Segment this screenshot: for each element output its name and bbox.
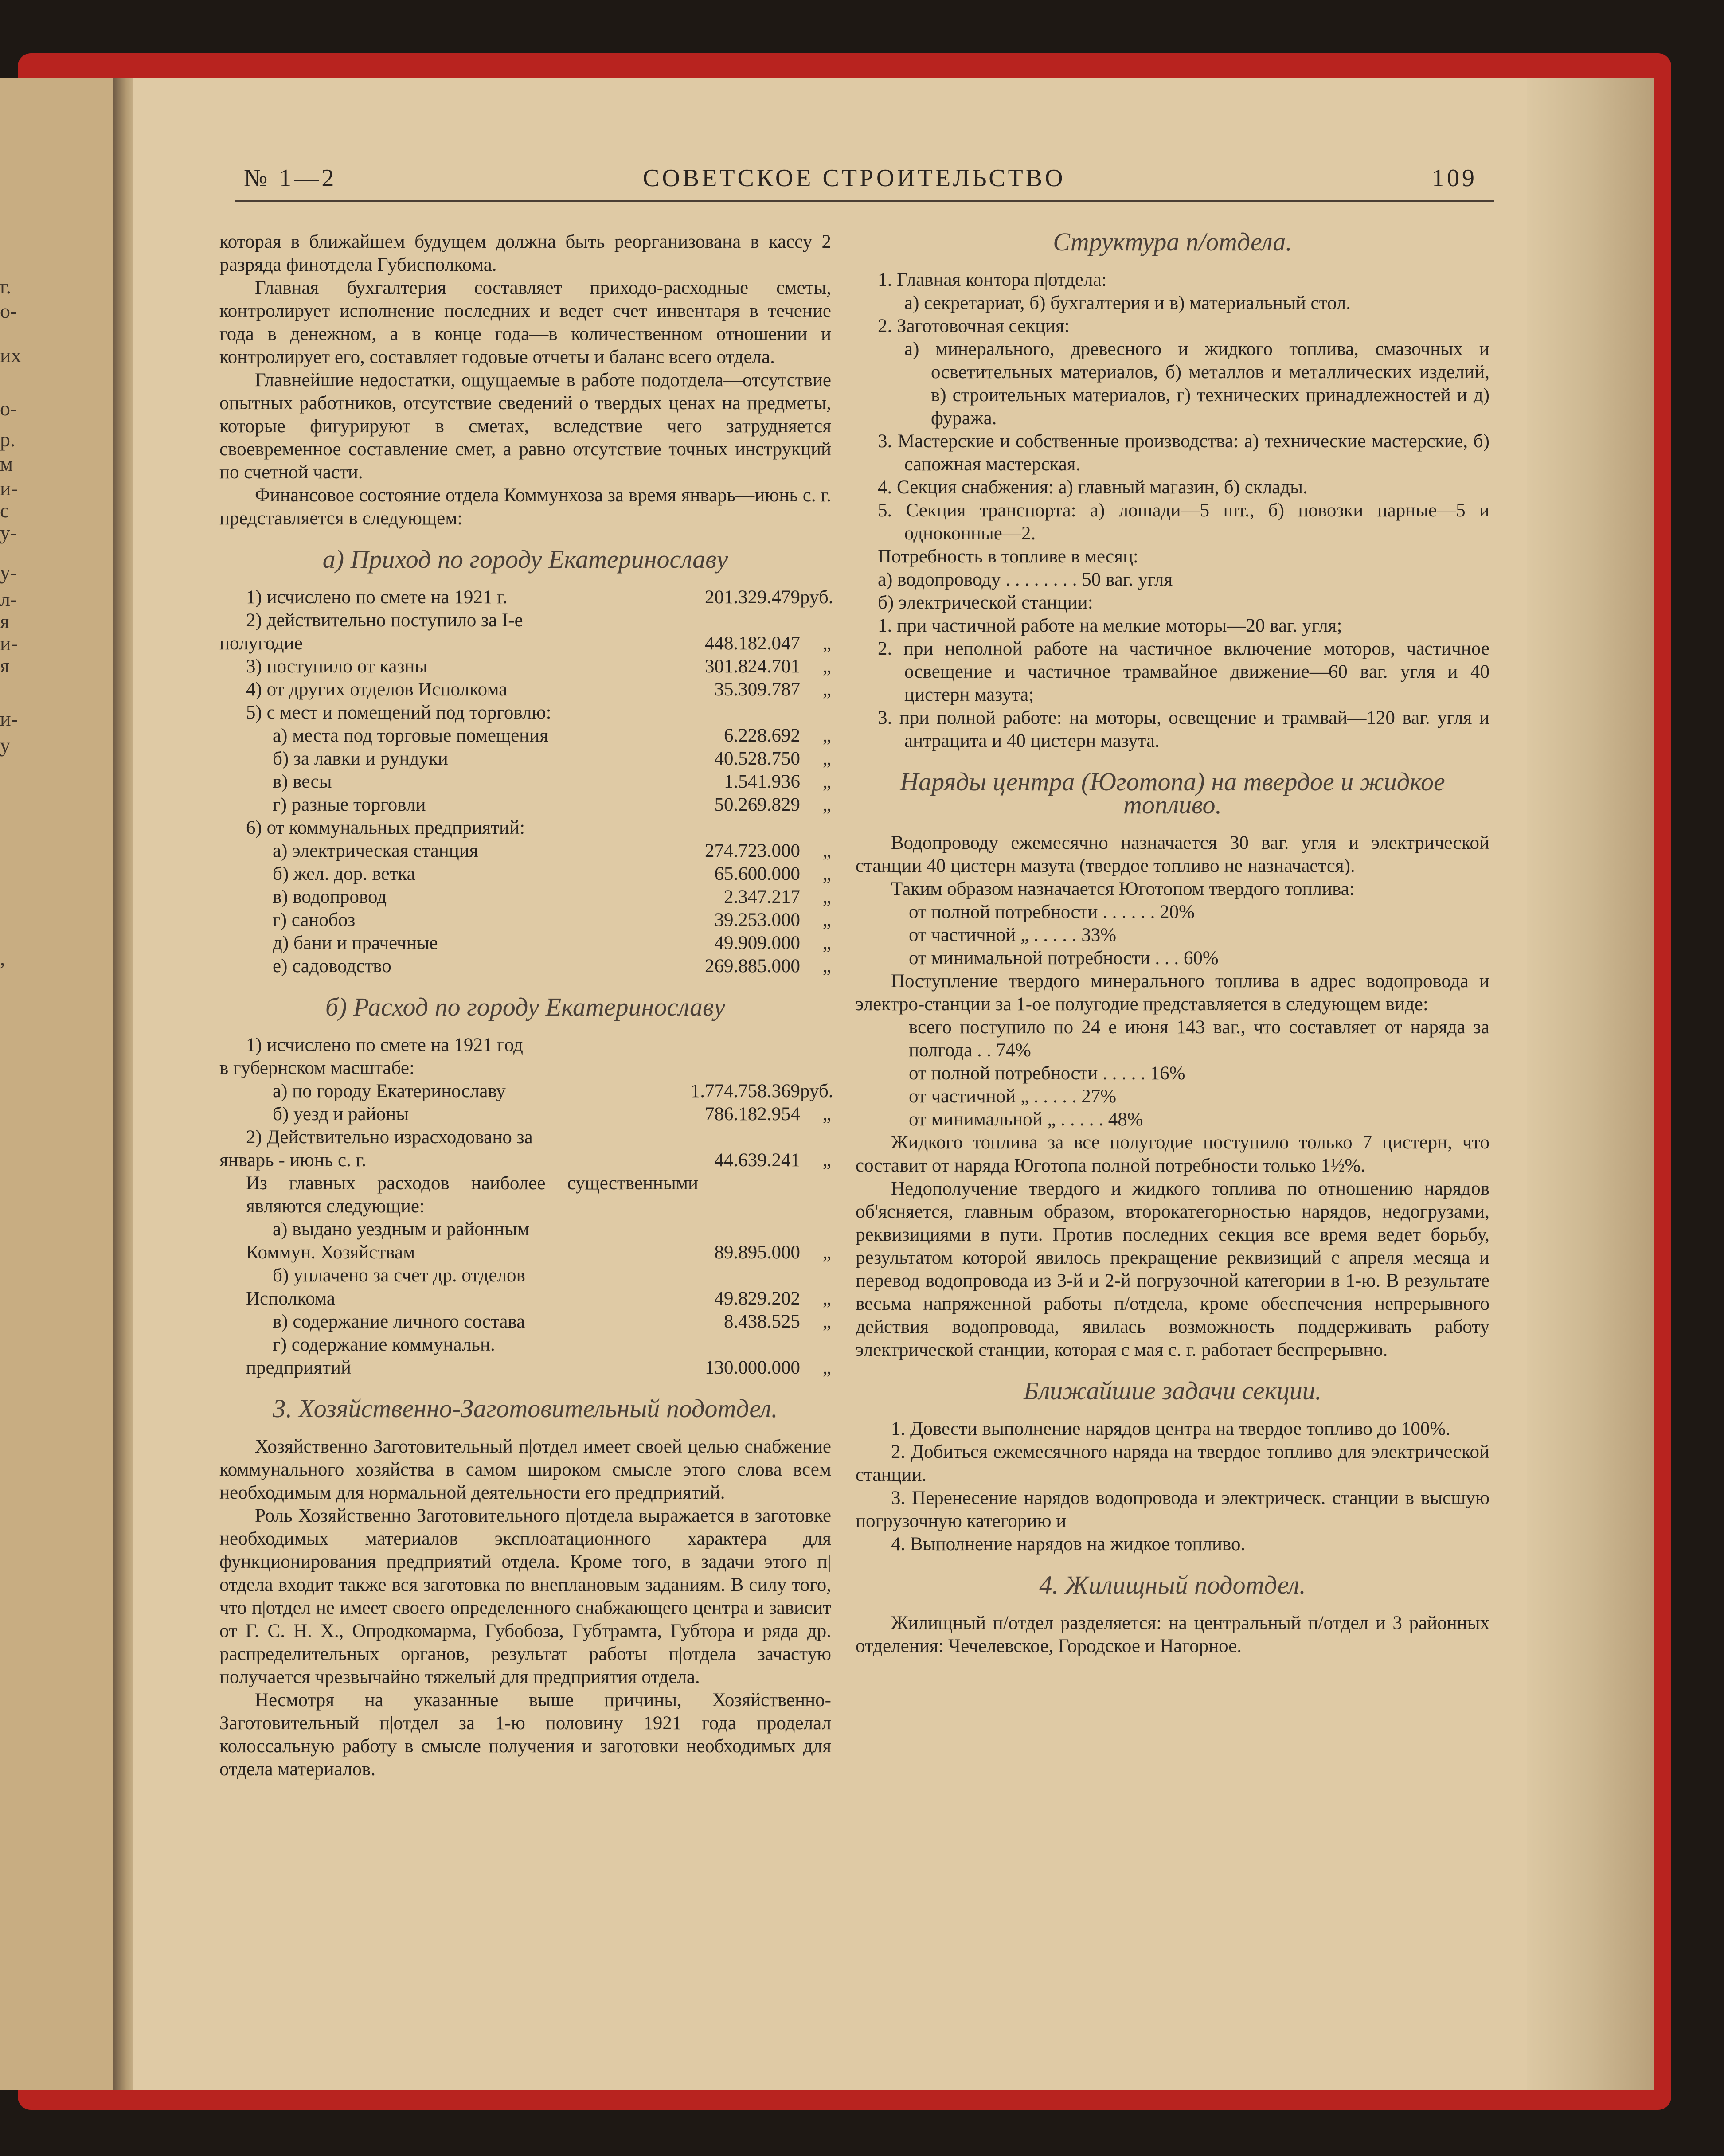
table-row: полугодие 448.182.047 „ [219, 633, 831, 654]
table-row: 2) Действительно израсходовано за [246, 1127, 533, 1148]
table-row: б) жел. дор. ветка 65.600.000 „ [273, 863, 831, 884]
list-item: 2. при неполной работе на частичное включение моторов, частичное освещение и частичное трамвайное движение—60 ваг. угля и 40 цистерн мазута; [878, 638, 1489, 705]
table-row: а) электрическая станция 274.723.000 „ [273, 840, 831, 861]
table-row: 1) исчислено по смете на 1921 г. 201.329.479 руб. [246, 587, 833, 608]
list-item: 2. Заготовочная секция: [878, 316, 1070, 336]
margin-fragment: и- [0, 477, 18, 500]
income-table [219, 586, 831, 978]
table-row: г) разные торговли 50.269.829 „ [273, 794, 831, 815]
expense-table [219, 1034, 831, 1379]
section-heading: б) Расход по городу Екатеринославу [325, 992, 725, 1021]
list-item: а) водопроводу . . . . . . . . 50 ваг. угля [878, 569, 1173, 590]
table-row: е) садоводство 269.885.000 „ [273, 956, 831, 976]
table-row: 3) поступило от казны 301.824.701 „ [246, 656, 831, 677]
right-column [856, 227, 1489, 1658]
table-row: б) за лавки и рундуки 40.528.750 „ [273, 748, 831, 769]
margin-fragment: у- [0, 521, 17, 544]
margin-fragment: л- [0, 588, 17, 610]
margin-fragment: у- [0, 561, 17, 584]
list-item: 3. Мастерские и собственные производства: а) технические мастерские, б) сапожная мастерская. [878, 431, 1489, 475]
table-row: а) места под торговые помещения 6.228.692 „ [273, 725, 831, 746]
table-row: предприятий 130.000.000 „ [246, 1357, 831, 1378]
list-item: 4. Выполнение нарядов на жидкое топливо. [891, 1534, 1246, 1555]
paragraph: которая в ближайшем будущем должна быть реорганизована в кассу 2 разряда финотдела Губисполкома. [219, 231, 831, 275]
table-row: в) содержание личного состава 8.438.525 „ [273, 1311, 831, 1332]
list-item: от полной потребности . . . . . 16% [909, 1063, 1185, 1084]
margin-fragment: с [0, 499, 9, 522]
page-number: 109 [1432, 164, 1477, 192]
table-row: Исполкома 49.829.202 „ [246, 1288, 831, 1309]
table-row: г) санобоз 39.253.000 „ [273, 910, 831, 930]
section-heading: а) Приход по городу Екатеринославу [322, 545, 728, 574]
table-row: а) выдано уездным и районным [273, 1219, 530, 1240]
paragraph: Хозяйственно Заготовительный п|отдел имеет своей целью снабжение коммунального хозяйства в самом широком смысле этого слова всем необходимым для нормальной деятельности его предприятий. [219, 1436, 831, 1503]
table-row: д) бани и прачечные 49.909.000 „ [273, 933, 831, 953]
table-row: Коммун. Хозяйствам 89.895.000 „ [246, 1242, 831, 1263]
paragraph: Роль Хозяйственно Заготовительного п|отдела выражается в заготовке необходимых материалов эксплоатационного характера для функционирования предприятий отдела. Кроме того, в задачи этого п|отдела входит также вся заготовка по внеплановым заданиям. В силу того, что п|отдел не имеет своего определенного снабжающего центра и зависит от Г. С. Н. Х., Опродкомарма, Губобоза, Губтрамта, Губтора и ряда др. распределительных органов, результат работы п|отдела зачастую получается чрезвычайно тяжелый для предприятия отдела. [219, 1505, 831, 1687]
margin-fragment: их [0, 344, 21, 367]
table-row: в) водопровод 2.347.217 „ [273, 887, 831, 907]
list-item: 3. при полной работе: на моторы, освещение и трамвай—120 ваг. угля и антрацита и 40 цистерн мазута. [878, 707, 1489, 751]
issue-number: № 1—2 [244, 164, 337, 192]
table-row: 5) с мест и помещений под торговлю: [246, 702, 551, 723]
list-item: 2. Добиться ежемесячного наряда на твердое топливо для электрической станции. [856, 1441, 1489, 1485]
paragraph: Недополучение твердого и жидкого топлива по отношению нарядов об'ясняется, главным образом, второкатегорностью нарядов, недогрузами, реквизициями в пути. Против последних секция все время ведет борьбу, результатом которой явилось прекращение реквизиций с апреля месяца и перевод водопровода из 3-й и 2-й погрузочной категории в 1-ю. В результате весьма напряженной работы п/отдела, кроме обеспечения непрерывного действия водопровода, явилась возможность поддерживать работу электрической станции, которая с мая с. г. работает беспрерывно. [856, 1178, 1489, 1360]
margin-fragment: м [0, 453, 13, 475]
table-row: 1) исчислено по смете на 1921 год [246, 1035, 523, 1055]
margin-fragment: о- [0, 300, 17, 322]
paragraph: Поступление твердого минерального топлива в адрес водопровода и электро-станции за 1-ое полугодие представляется в следующем виде: [856, 971, 1489, 1015]
table-row: в) весы 1.541.936 „ [273, 771, 831, 792]
fuel-need-list [856, 545, 1489, 753]
paragraph: Жидкого топлива за все полугодие поступило только 7 цистерн, что составит от наряда Юготопа полной потребности только 1½%. [856, 1132, 1489, 1176]
margin-fragment: и- [0, 707, 18, 730]
list-item: от полной потребности . . . . . . 20% [909, 902, 1195, 922]
paragraph: Главнейшие недостатки, ощущаемые в работе подотдела—отсутствие опытных работников, отсутствие сведений о твердых ценах на предметы, которые фигурируют в сметах, вследствие чего затрудняется своевременное составление смет, а равно отсутствие точных инструкций по счетной части. [219, 370, 831, 483]
structure-list [856, 269, 1489, 545]
section-heading: Наряды центра (Юготопа) на твердое и жидкое топливо. [900, 767, 1445, 819]
list-item: 1. Довести выполнение нарядов центра на твердое топливо до 100%. [891, 1418, 1450, 1439]
table-row: г) содержание коммунальн. [273, 1334, 495, 1355]
list-item: 5. Секция транспорта: а) лошади—5 шт., б) повозки парные—5 и одноконные—2. [878, 500, 1489, 544]
list-item: Потребность в топливе в месяц: [878, 546, 1138, 567]
margin-fragment: я [0, 610, 10, 633]
header-rule [235, 200, 1494, 202]
margin-fragment: у [0, 734, 10, 757]
table-row: а) по городу Екатеринославу 1.774.758.369 руб. [273, 1081, 833, 1101]
paragraph: Водопроводу ежемесячно назначается 30 ваг. угля и электрической станции 40 цистерн мазута (твердое топливо не назначается). [856, 832, 1489, 876]
list-item: от минимальной потребности . . . 60% [909, 948, 1219, 969]
list-item: а) секретариат, б) бухгалтерия и в) материальный стол. [904, 293, 1351, 313]
section-heading: 4. Жилищный подотдел. [1039, 1570, 1306, 1599]
list-item: 1. при частичной работе на мелкие моторы—20 ваг. угля; [878, 615, 1342, 636]
list-item: от частичной „ . . . . . 27% [909, 1086, 1117, 1107]
table-row: б) уплачено за счет др. отделов [273, 1265, 525, 1286]
table-row: Из главных расходов наиболее существенными являются следующие: [246, 1173, 698, 1217]
table-row: 4) от других отделов Исполкома 35.309.787 „ [246, 679, 831, 700]
margin-fragment: , [0, 947, 5, 969]
margin-fragment: я [0, 654, 10, 677]
table-row: январь - июнь с. г. 44.639.241 „ [219, 1150, 831, 1171]
margin-fragment: и- [0, 632, 18, 655]
table-row: в губернском масштабе: [219, 1058, 414, 1078]
margin-fragment: р. [0, 428, 16, 451]
list-item: б) электрической станции: [878, 592, 1093, 613]
section-heading: 3. Хозяйственно-Заготовительный подотдел. [273, 1394, 778, 1423]
section-heading: Ближайшие задачи секции. [1023, 1376, 1322, 1405]
section-heading: Структура п/отдела. [1053, 227, 1292, 256]
page-edges [1527, 78, 1654, 2090]
table-row: 6) от коммунальных предприятий: [246, 817, 525, 838]
list-item: всего поступило по 24 е июня 143 ваг., что составляет от наряда за полгода . . 74% [909, 1017, 1489, 1061]
margin-fragment: г. [0, 275, 12, 298]
list-item: 1. Главная контора п|отдела: [878, 270, 1107, 290]
paragraph: Главная бухгалтерия составляет приходо-расходные сметы, контролирует исполнение последних и ведет счет инвентаря в течение года в денежном, а в конце года—в количественном отношении и контролирует его, составляет годовые отчеты и баланс всего отдела. [219, 277, 831, 367]
paragraph: Таким образом назначается Юготопом твердого топлива: [891, 879, 1355, 899]
journal-title: СОВЕТСКОЕ СТРОИТЕЛЬСТВО [643, 164, 1066, 192]
list-item: 3. Перенесение нарядов водопровода и электрическ. станции в высшую погрузочную категорию и [856, 1488, 1489, 1531]
paragraph: Финансовое состояние отдела Коммунхоза за время январь—июнь с. г. представляется в следующем: [219, 485, 831, 529]
list-item: от частичной „ . . . . . 33% [909, 925, 1117, 945]
list-item: а) минерального, древесного и жидкого топлива, смазочных и осветительных материалов, б) металлов и металлических изделий, в) строительных материалов, г) технических принадлежностей и д) фуража. [904, 339, 1489, 429]
margin-fragment: о- [0, 397, 17, 420]
table-row: 2) действительно поступило за I-е [246, 610, 523, 631]
paragraph: Жилищный п/отдел разделяется: на центральный п/отдел и 3 районных отделения: Чечелевское, Городское и Нагорное. [856, 1613, 1489, 1656]
paragraph: Несмотря на указанные выше причины, Хозяйственно-Заготовительный п|отдел за 1-ю половину 1921 года проделал колоссальную работу в смысле получения и заготовки необходимых для отдела материалов. [219, 1690, 831, 1780]
list-item: 4. Секция снабжения: а) главный магазин, б) склады. [878, 477, 1308, 498]
table-row: б) уезд и районы 786.182.954 „ [273, 1104, 831, 1125]
left-column [219, 230, 831, 1781]
list-item: от минимальной „ . . . . . 48% [909, 1109, 1143, 1130]
